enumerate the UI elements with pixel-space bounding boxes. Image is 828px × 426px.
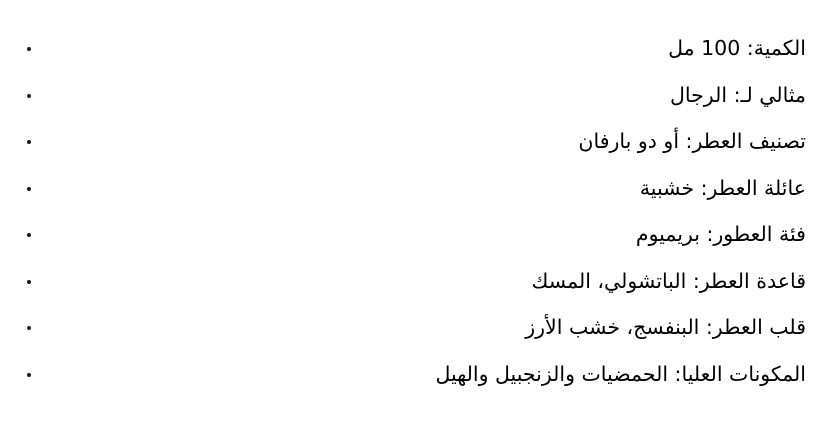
specification-text: مثالي لـ: الرجال [669,82,806,107]
list-item [22,212,806,259]
bullet-icon [22,367,36,382]
bullet-icon [22,321,36,336]
list-item [22,305,806,352]
list-item [22,352,806,399]
specification-list [22,26,806,398]
specification-text: فئة العطور: بريميوم [635,222,806,247]
specification-text: قاعدة العطر: الباتشولي، المسك [531,268,806,293]
bullet-icon [22,135,36,150]
bullet-icon [22,181,36,196]
specification-text: عائلة العطر: خشبية [639,175,806,200]
specification-text: تصنيف العطر: أو دو بارفان [578,129,806,154]
specification-text: المكونات العليا: الحمضيات والزنجبيل والهيل [435,361,806,386]
list-item [22,166,806,213]
list-item [22,73,806,120]
bullet-icon [22,228,36,243]
specification-text: الكمية: 100 مل [668,36,806,61]
list-item [22,259,806,306]
bullet-icon [22,88,36,103]
bullet-icon [22,274,36,289]
list-item [22,26,806,73]
bullet-icon [22,42,36,57]
list-item [22,119,806,166]
specification-text: قلب العطر: البنفسج، خشب الأرز [525,315,806,340]
